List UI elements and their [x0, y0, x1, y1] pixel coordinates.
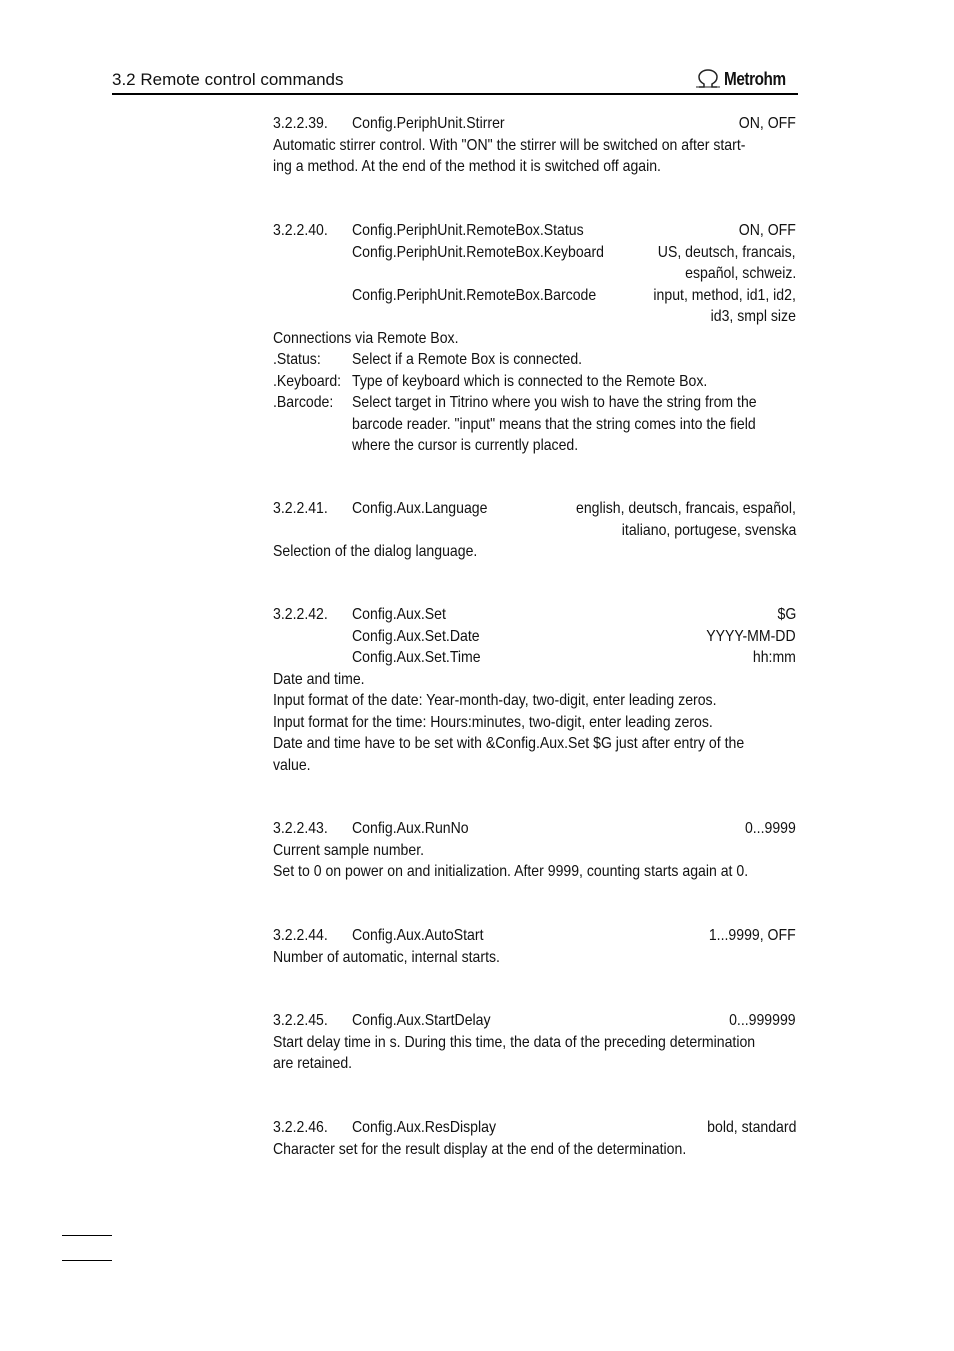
description-line: Date and time.	[273, 670, 365, 688]
command-row	[273, 818, 796, 840]
section-number: 3.2.2.46.	[273, 1119, 328, 1136]
section-number: 3.2.2.44.	[273, 927, 328, 944]
parameter-row	[273, 435, 796, 457]
command-values: input, method, id1, id2,	[653, 286, 796, 304]
section-title: 3.2 Remote control commands	[112, 70, 344, 89]
command-name: Config.Aux.StartDelay	[352, 1012, 491, 1029]
command-name: Config.PeriphUnit.RemoteBox.Barcode	[352, 286, 597, 304]
command-values: bold, standard	[706, 1119, 796, 1136]
parameter-text: Select target in Titrino where you wish to have the string from the	[352, 394, 757, 411]
command-row	[273, 306, 796, 328]
command-row	[273, 604, 796, 626]
parameter-row	[273, 349, 796, 371]
description-line: Automatic stirrer control. With "ON" the stirrer will be switched on after start-	[273, 136, 746, 154]
description-line: Connections via Remote Box.	[273, 329, 459, 347]
command-values: english, deutsch, francais, español,	[576, 500, 796, 517]
header-divider	[112, 93, 798, 95]
section-number: 3.2.2.40.	[273, 222, 328, 239]
footer-rule	[62, 1235, 112, 1236]
section-number: 3.2.2.45.	[273, 1012, 328, 1029]
description-line: Input format for the time: Hours:minutes, two-digit, enter leading zeros.	[273, 713, 713, 731]
command-name: Config.Aux.Set.Date	[352, 627, 480, 645]
command-row	[273, 1010, 796, 1032]
brand-logo	[695, 66, 797, 92]
parameter-row	[273, 371, 796, 393]
command-values: 0...999999	[729, 1012, 796, 1029]
command-name: Config.PeriphUnit.Stirrer	[352, 115, 505, 132]
section-number: 3.2.2.43.	[273, 820, 328, 837]
command-name: Config.Aux.Set.Time	[352, 649, 481, 666]
parameter-text: barcode reader. "input" means that the string comes into the field	[352, 415, 756, 433]
command-row	[273, 925, 796, 947]
command-row	[273, 285, 796, 307]
description-line: Date and time have to be set with &Config.Aux.Set $G just after entry of the	[273, 735, 745, 752]
parameter-row	[273, 392, 796, 414]
description-line: Start delay time in s. During this time, the data of the preceding determination	[273, 1033, 756, 1051]
command-row	[273, 113, 796, 135]
command-values: 1...9999, OFF	[709, 927, 796, 944]
command-row	[273, 1117, 796, 1139]
parameter-text: Type of keyboard which is connected to the Remote Box.	[352, 372, 708, 390]
description-line: Input format of the date: Year-month-day, two-digit, enter leading zeros.	[273, 692, 717, 709]
description-line: Number of automatic, internal starts.	[273, 948, 500, 966]
command-name: Config.Aux.ResDisplay	[352, 1119, 496, 1136]
command-values: ON, OFF	[738, 115, 796, 132]
command-name: Config.Aux.Language	[352, 500, 488, 517]
command-row	[273, 520, 796, 542]
command-name: Config.Aux.AutoStart	[352, 927, 484, 944]
command-name: Config.PeriphUnit.RemoteBox.Keyboard	[352, 243, 605, 261]
command-values: español, schweiz.	[684, 265, 796, 282]
parameter-key: .Barcode:	[273, 394, 334, 411]
omega-icon	[695, 69, 721, 89]
parameter-text: Select if a Remote Box is connected.	[352, 351, 583, 368]
command-name: Config.PeriphUnit.RemoteBox.Status	[352, 222, 584, 239]
brand-name: Metrohm	[723, 68, 786, 89]
description-line: ing a method. At the end of the method it is switched off again.	[273, 158, 661, 175]
command-values: italiano, portugese, svenska	[621, 521, 796, 539]
command-values: US, deutsch, francais,	[658, 243, 796, 261]
description-line: Character set for the result display at the end of the determination.	[273, 1140, 687, 1158]
command-values: $G	[777, 606, 796, 623]
command-row	[273, 647, 796, 669]
section-number: 3.2.2.41.	[273, 500, 328, 517]
command-values: id3, smpl size	[710, 308, 796, 325]
command-row	[273, 220, 796, 242]
description-line: value.	[273, 756, 311, 774]
command-name: Config.Aux.RunNo	[352, 820, 469, 837]
command-values: 0...9999	[745, 820, 796, 837]
section-number: 3.2.2.42.	[273, 606, 328, 623]
description-line: Current sample number.	[273, 841, 425, 859]
command-row	[273, 626, 796, 648]
section-number: 3.2.2.39.	[273, 115, 328, 132]
description-line: Selection of the dialog language.	[273, 543, 478, 560]
parameter-key: .Keyboard:	[273, 372, 342, 390]
parameter-key: .Status:	[273, 351, 321, 368]
page-header	[112, 66, 798, 96]
command-name: Config.Aux.Set	[352, 606, 446, 623]
description-line: Set to 0 on power on and initialization. After 9999, counting starts again at 0.	[273, 863, 749, 880]
parameter-row	[273, 414, 796, 436]
parameter-text: where the cursor is currently placed.	[352, 437, 579, 454]
command-row	[273, 263, 796, 285]
description-line: are retained.	[273, 1055, 353, 1072]
command-values: YYYY-MM-DD	[706, 627, 796, 645]
footer-rule	[62, 1260, 112, 1261]
command-row	[273, 242, 796, 264]
command-values: hh:mm	[752, 649, 796, 666]
command-values: ON, OFF	[738, 222, 796, 239]
command-row	[273, 498, 796, 520]
